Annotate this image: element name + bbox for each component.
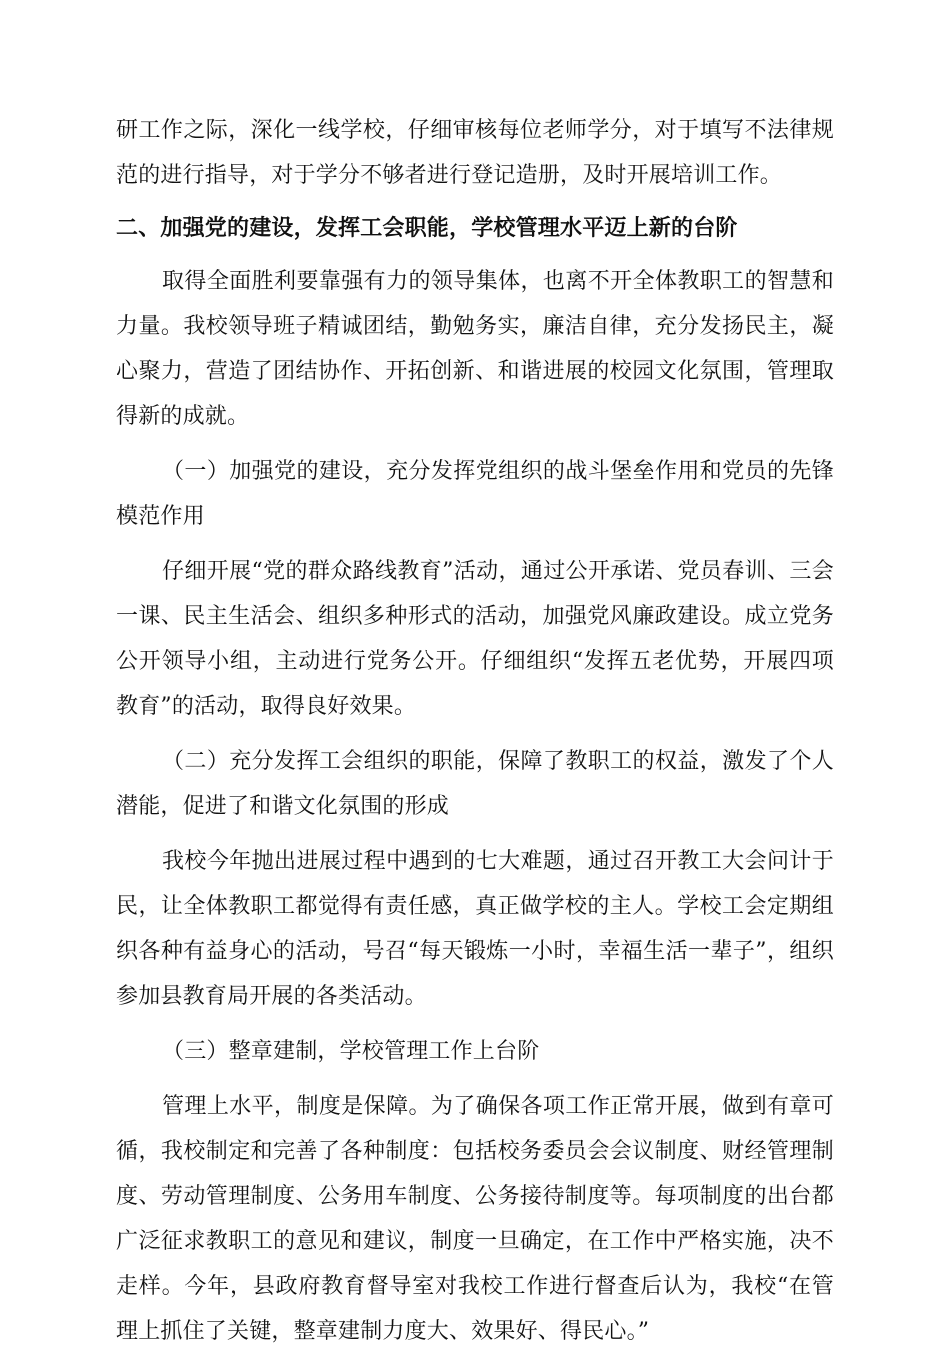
subheading-regulations: （三）整章建制，学校管理工作上台阶	[162, 1039, 540, 1064]
section-heading-party-building: 二、加强党的建设，发挥工会职能，学校管理水平迈上新的台阶	[116, 216, 738, 241]
paragraph-leadership: 取得全面胜利要靠强有力的领导集体，也离不开全体教职工的智慧和力量。我校领导班子精诚团结，勤勉务实，廉洁自律，充分发扬民主，凝心聚力，营造了团结协作、开拓创新、和谐进展的校园文化氛围，管理取得新的成就。	[116, 269, 834, 429]
subheading-party-organization: （一）加强党的建设，充分发挥党组织的战斗堡垒作用和党员的先锋模范作用	[116, 459, 834, 529]
document-page	[116, 108, 834, 1354]
paragraph-seven-problems: 我校今年抛出进展过程中遇到的七大难题，通过召开教工大会问计于民，让全体教职工都觉得有责任感，真正做学校的主人。学校工会定期组织各种有益身心的活动，号召“每天锻炼一小时，幸福生活一辈子”，组织参加县教育局开展的各类活动。	[116, 849, 834, 1009]
paragraph-management-systems: 管理上水平，制度是保障。为了确保各项工作正常开展，做到有章可循，我校制定和完善了各种制度：包括校务委员会会议制度、财经管理制度、劳动管理制度、公务用车制度、公务接待制度等。每项制度的出台都广泛征求教职工的意见和建议，制度一旦确定，在工作中严格实施，决不走样。今年，县政府教育督导室对我校工作进行督查后认为，我校“在管理上抓住了关键，整章建制力度大、效果好、得民心。”	[116, 1094, 834, 1344]
paragraph-training-continuation: 研工作之际，深化一线学校，仔细审核每位老师学分，对于填写不法律规范的进行指导，对于学分不够者进行登记造册，及时开展培训工作。	[116, 118, 834, 188]
paragraph-mass-line-education: 仔细开展“党的群众路线教育”活动，通过公开承诺、党员春训、三会一课、民主生活会、组织多种形式的活动，加强党风廉政建设。成立党务公开领导小组，主动进行党务公开。仔细组织“发挥五老优势，开展四项教育”的活动，取得良好效果。	[116, 559, 834, 719]
subheading-trade-union: （二）充分发挥工会组织的职能，保障了教职工的权益，激发了个人潜能，促进了和谐文化氛围的形成	[116, 749, 834, 819]
